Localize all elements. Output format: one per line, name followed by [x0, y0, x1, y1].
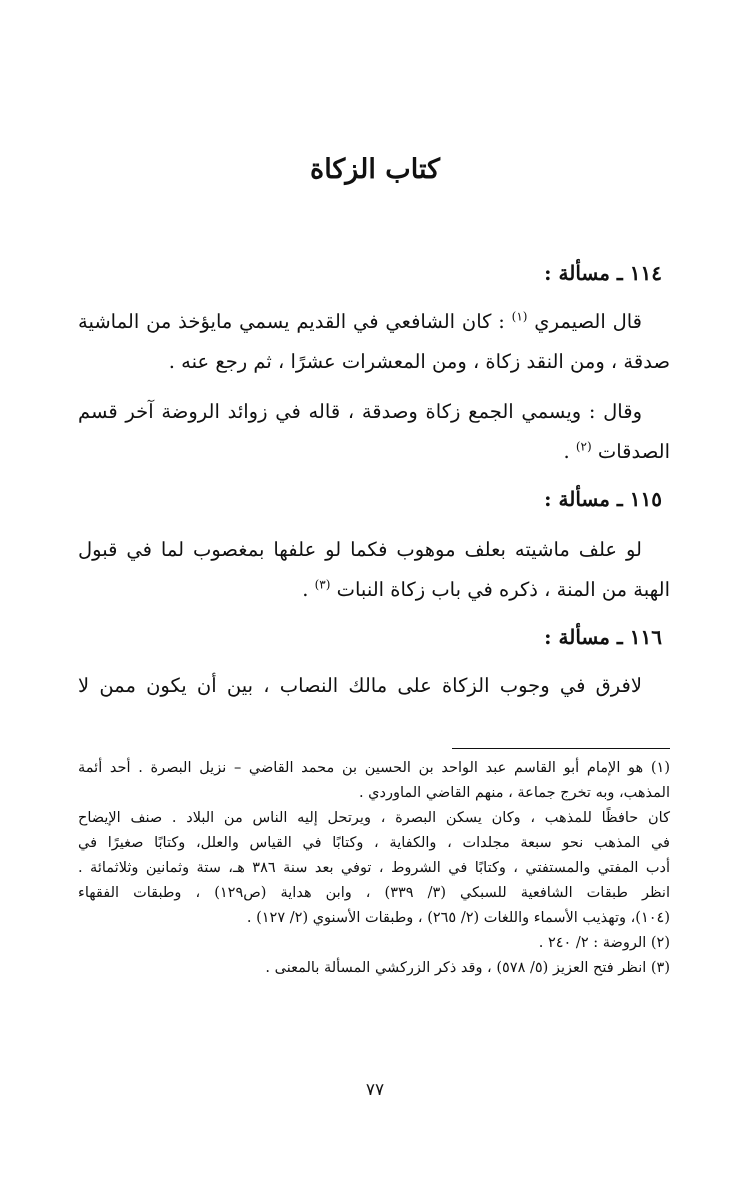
text-run: صدقة ، ومن النقد زكاة ، ومن المعشرات عشرًا ، ثم رجع عنه .: [168, 350, 670, 373]
footnote-line: انظر طبقات الشافعية للسبكي (٣/ ٣٣٩) ، وابن هداية (ص١٢٩) ، وطبقات الفقهاء: [78, 885, 670, 901]
footnote-line: (٣) انظر فتح العزيز (٥/ ٥٧٨) ، وقد ذكر الزركشي المسألة بالمعنى .: [265, 960, 670, 976]
text-run: الصدقات: [591, 440, 670, 463]
footnote-ref: (٣): [314, 577, 331, 592]
text-line: [78, 392, 670, 432]
text-run: : كان الشافعي في القديم يسمي مايؤخذ من الماشية: [78, 310, 512, 333]
text-run: لو علف ماشيته بعلف موهوب فكما لو علفها بمغصوب لما في قبول: [78, 538, 642, 561]
text-run: قال الصيمري: [527, 310, 642, 333]
footnote-line: كان حافظًا للمذهب ، وكان يسكن البصرة ، ويرتحل إليه الناس من البلاد . صنف الإيضاح: [78, 810, 670, 826]
paragraph: [78, 302, 670, 382]
footnote-line: أدب المفتي والمستفتي ، وكتابًا في الشروط ، توفي بعد سنة ٣٨٦ هـ، ستة وثمانين وثلاثمائة .: [78, 860, 670, 876]
text-run: .: [302, 578, 315, 601]
text-line: [78, 432, 670, 472]
footnote-separator: [452, 748, 670, 749]
text-line: [78, 342, 670, 382]
page-number: ٧٧: [365, 1080, 385, 1100]
text-run: لافرق في وجوب الزكاة على مالك النصاب ، بين أن يكون ممن لا: [78, 674, 642, 697]
footnote-ref: (١): [511, 309, 528, 324]
text-line: [78, 570, 670, 610]
footnote-line: (١) هو الإمام أبو القاسم عبد الواحد بن الحسين بن محمد القاضي – نزيل البصرة . أحد أئمة: [78, 760, 670, 776]
paragraph: [78, 392, 670, 472]
paragraph: [78, 666, 670, 706]
paragraph: [78, 530, 670, 610]
text-line: [78, 666, 670, 706]
text-line: [78, 530, 670, 570]
issue-heading: ١١٥ ـ مسألة :: [544, 487, 662, 511]
text-run: الهبة من المنة ، ذكره في باب زكاة النبات: [330, 578, 670, 601]
footnote-line: (١٠٤)، وتهذيب الأسماء واللغات (٢/ ٢٦٥) ، وطبقات الأسنوي (٢/ ١٢٧) .: [246, 910, 670, 926]
footnote-line: (٢) الروضة : ٢/ ٢٤٠ .: [538, 935, 670, 951]
text-run: وقال : ويسمي الجمع زكاة وصدقة ، قاله في زوائد الروضة آخر قسم: [78, 400, 642, 423]
footnote-line: المذهب، وبه تخرج جماعة ، منهم القاضي الماوردي .: [358, 785, 670, 801]
issue-heading: ١١٤ ـ مسألة :: [544, 261, 662, 285]
footnote-ref: (٢): [575, 439, 592, 454]
footnote-line: في المذهب نحو سبعة مجلدات ، والكفاية ، وكتابًا في القياس والعلل، وكتابًا صغيرًا في: [78, 835, 670, 851]
chapter-title: كتاب الزكاة: [310, 154, 440, 185]
text-line: [78, 302, 670, 342]
footnotes: [78, 756, 670, 981]
text-run: .: [563, 440, 576, 463]
issue-heading: ١١٦ ـ مسألة :: [544, 625, 662, 649]
